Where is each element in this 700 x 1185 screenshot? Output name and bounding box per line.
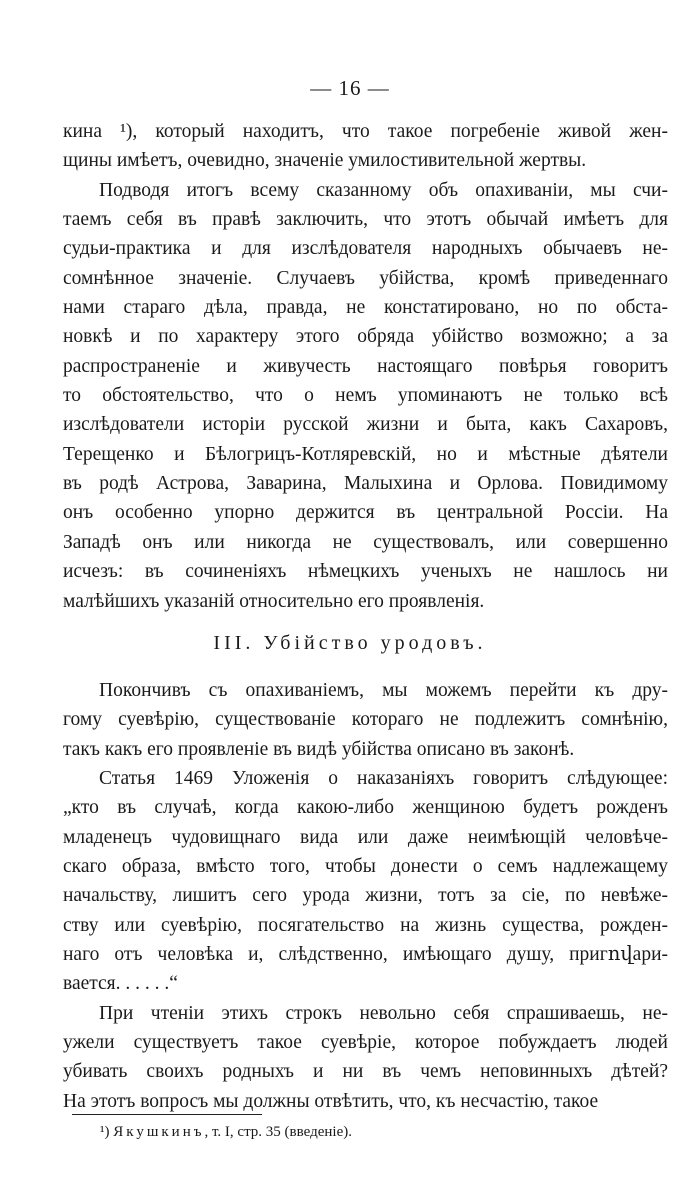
text-line: убивать своихъ родныхъ и ни въ чемъ неповинныхъ дѣтей? bbox=[63, 1061, 668, 1083]
text-line: нами стараго дѣла, правда, не констатировано, но по обста- bbox=[63, 297, 668, 319]
text-line: исчезъ: въ сочиненіяхъ нѣмецкихъ ученыхъ не нашлось ни bbox=[63, 561, 668, 583]
section-heading: III. Убійство уродовъ. bbox=[213, 632, 487, 654]
text-line: новкѣ и по характеру этого обряда убійство возможно; а за bbox=[63, 326, 668, 348]
text-line: судьи-практика и для изслѣдователя народныхъ обычаевъ не- bbox=[63, 238, 668, 260]
text-line: кина ¹), который находитъ, что такое погребеніе живой жен- bbox=[63, 121, 668, 142]
text-line: На этотъ вопросъ мы должны отвѣтить, что, къ несчастію, такое bbox=[63, 1090, 599, 1112]
text-line: Статья 1469 Уложенія о наказаніяхъ говоритъ слѣдующее: bbox=[99, 768, 668, 790]
footnote-citation: , т. I, стр. 35 (введеніе). bbox=[204, 1124, 352, 1140]
text-line: щины имѣетъ, очевидно, значеніе умилостивительной жертвы. bbox=[63, 150, 587, 172]
text-line: скаго образа, вмѣсто того, чтобы донести о семъ надлежащему bbox=[63, 856, 668, 878]
text-line: При чтеніи этихъ строкъ невольно себя спрашиваешь, не- bbox=[99, 1002, 668, 1024]
text-line: сомнѣнное значеніе. Случаевъ убійства, кромѣ приведеннаго bbox=[63, 267, 668, 289]
text-line: Западѣ онъ или никогда не существовалъ, или совершенно bbox=[63, 531, 668, 553]
text-line: изслѣдователи исторіи русской жизни и быта, какъ Сахаровъ, bbox=[63, 414, 668, 436]
footnote-divider bbox=[72, 1114, 262, 1115]
body-text-section-2 bbox=[63, 676, 668, 1116]
footnote bbox=[100, 1124, 352, 1141]
text-line: распространеніе и живучесть настоящаго повѣрья говоритъ bbox=[63, 355, 668, 377]
text-line: ству или суевѣрію, посягательство на жизнь существа, рожден- bbox=[63, 914, 668, 936]
text-line: гому суевѣрію, существованіе котораго не подлежитъ сомнѣнію, bbox=[63, 709, 668, 731]
body-text-section-1 bbox=[63, 117, 668, 616]
text-line: ужели существуетъ такое суевѣріе, которое побуждаетъ людей bbox=[63, 1032, 668, 1054]
text-line: въ родѣ Астрова, Заварина, Малыхина и Орлова. Повидимому bbox=[63, 473, 668, 495]
text-line: Покончивъ съ опахиваніемъ, мы можемъ перейти къ дру- bbox=[99, 680, 668, 701]
page-number: — 16 — bbox=[310, 76, 390, 100]
text-line: наго отъ человѣка и, слѣдственно, имѣющаго душу, пригովари- bbox=[63, 944, 668, 966]
text-line: вается. . . . . .“ bbox=[63, 973, 178, 995]
text-line: Подводя итогъ всему сказанному объ опахиваніи, мы счи- bbox=[99, 179, 668, 201]
text-line: таемъ себя въ правѣ заключить, что этотъ обычай имѣетъ для bbox=[63, 209, 668, 231]
text-line: Терещенко и Бѣлогрицъ-Котляревскій, но и мѣстные дѣятели bbox=[63, 443, 668, 465]
text-line: онъ особенно упорно держится въ центральной Россіи. На bbox=[63, 502, 668, 524]
text-line: младенецъ чудовищнаго вида или даже неимѣющій человѣче- bbox=[63, 826, 668, 848]
text-line: малѣйшихъ указаній относительно его проявленія. bbox=[63, 590, 485, 612]
text-line: то обстоятельство, что о немъ упоминаютъ не только всѣ bbox=[63, 385, 668, 407]
text-line: „кто въ случаѣ, когда какою-либо женщиною будетъ рожденъ bbox=[63, 797, 668, 819]
footnote-author: Якушкинъ bbox=[113, 1124, 205, 1140]
text-line: такъ какъ его проявленіе въ видѣ убійства описано въ законѣ. bbox=[63, 738, 575, 760]
text-line: начальству, лишитъ сего урода жизни, тотъ за сіе, по невѣже- bbox=[63, 885, 668, 907]
footnote-marker: ¹) bbox=[100, 1124, 110, 1140]
